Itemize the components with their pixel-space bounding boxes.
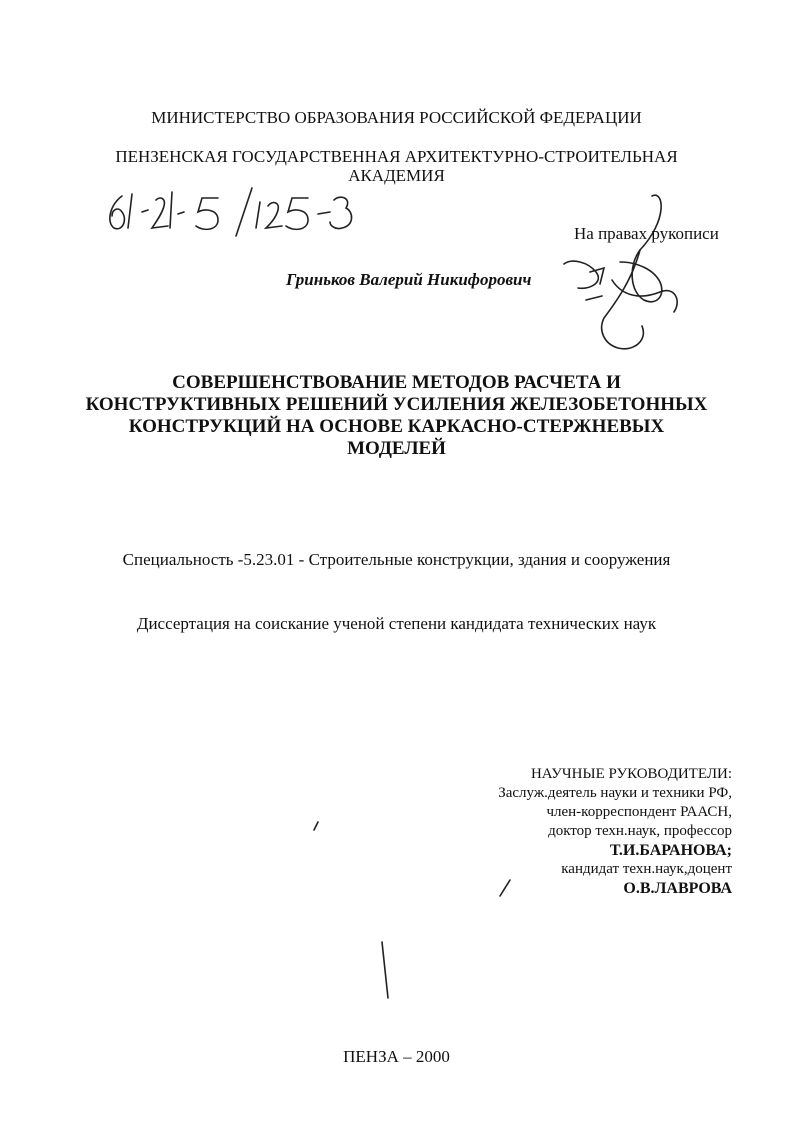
advisor1-title-1: Заслуж.деятель науки и техники РФ, [498, 785, 732, 801]
stray-pen-marks [314, 822, 510, 998]
title-line-3: КОНСТРУКЦИЙ НА ОСНОВЕ КАРКАСНО-СТЕРЖНЕВЫХ [128, 416, 665, 437]
title-line-2: КОНСТРУКТИВНЫХ РЕШЕНИЙ УСИЛЕНИЯ ЖЕЛЕЗОБЕТОННЫХ [85, 394, 708, 415]
author-signature [564, 195, 677, 349]
advisor2-title: кандидат техн.наук,доцент [561, 861, 732, 877]
scientific-advisors [498, 765, 732, 898]
advisor1-title-2: член-корреспондент РААСН, [546, 804, 732, 820]
title-line-4: МОДЕЛЕЙ [347, 438, 446, 459]
handwritten-code [110, 188, 352, 236]
advisors-heading: НАУЧНЫЕ РУКОВОДИТЕЛИ: [530, 766, 732, 782]
advisor1-title-3: доктор техн.наук, профессор [548, 823, 732, 839]
advisor2-name: О.В.ЛАВРОВА [623, 880, 732, 897]
academy-line-1: ПЕНЗЕНСКАЯ ГОСУДАРСТВЕННАЯ АРХИТЕКТУРНО-СТРОИТЕЛЬНАЯ [115, 147, 678, 166]
rights-note: На правах рукописи [574, 224, 719, 243]
advisor1-name: Т.И.БАРАНОВА; [609, 842, 732, 859]
academy-heading [0, 147, 793, 185]
dissertation-degree-line: Диссертация на соискание ученой степени кандидата технических наук [136, 614, 657, 633]
dissertation-title [60, 372, 733, 460]
ministry-heading: МИНИСТЕРСТВО ОБРАЗОВАНИЯ РОССИЙСКОЙ ФЕДЕРАЦИИ [151, 108, 642, 127]
specialty-line: Специальность -5.23.01 - Строительные конструкции, здания и сооружения [122, 550, 671, 569]
title-line-1: СОВЕРШЕНСТВОВАНИЕ МЕТОДОВ РАСЧЕТА И [172, 372, 621, 393]
city-year: ПЕНЗА – 2000 [343, 1047, 450, 1066]
academy-line-2: АКАДЕМИЯ [348, 166, 445, 185]
author-name: Гриньков Валерий Никифорович [286, 270, 532, 289]
